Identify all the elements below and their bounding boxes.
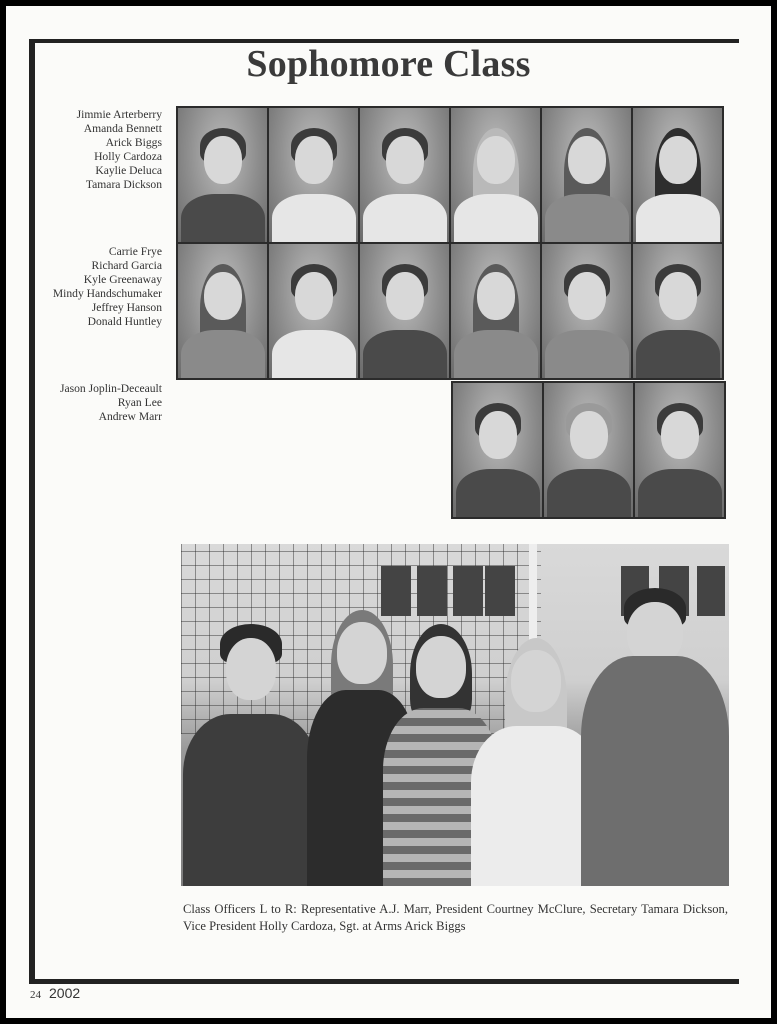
page-folio — [30, 985, 80, 1001]
student-name: Kaylie Deluca — [95, 164, 162, 177]
portrait-photo — [451, 244, 540, 378]
student-name: Jimmie Arterberry — [76, 108, 162, 121]
photo-caption: Class Officers L to R: Representative A.J. Marr, President Courtney McClure, Secretary Tamara Dickson, Vice President Holly Cardoza, Sgt. at Arms Arick Biggs — [183, 902, 728, 933]
student-name: Andrew Marr — [98, 410, 162, 423]
portrait-photo — [635, 383, 724, 517]
portrait-photo — [360, 108, 449, 242]
portrait-photo — [360, 244, 449, 378]
portrait-photo — [544, 383, 633, 517]
student-name: Mindy Handschumaker — [52, 287, 162, 300]
student-name: Carrie Frye — [108, 245, 162, 258]
wall-banner — [381, 566, 411, 616]
student-name: Richard Garcia — [91, 259, 162, 272]
portrait-photo — [269, 244, 358, 378]
portrait-photo — [178, 108, 267, 242]
student-name: Jeffrey Hanson — [91, 301, 162, 314]
portrait-photo — [633, 244, 722, 378]
wall-banner — [485, 566, 515, 616]
student-name: Donald Huntley — [87, 315, 162, 328]
portrait-row-1 — [178, 108, 722, 242]
student-name: Jason Joplin-Deceault — [59, 382, 162, 395]
officer-figure — [183, 624, 319, 886]
page-title: Sophomore Class — [246, 43, 531, 85]
student-name: Kyle Greenaway — [83, 273, 162, 286]
student-name: Tamara Dickson — [85, 178, 162, 191]
wall-banner — [417, 566, 447, 616]
page-border-left — [29, 39, 35, 984]
portrait-photo — [633, 108, 722, 242]
portrait-grid — [176, 106, 724, 380]
names-list-row-2 — [53, 245, 162, 329]
page-number: 24 — [30, 989, 41, 1001]
officer-figure — [581, 588, 729, 886]
portrait-photo — [178, 244, 267, 378]
portrait-photo — [451, 108, 540, 242]
page-border-bottom — [29, 979, 739, 984]
student-name: Amanda Bennett — [83, 122, 162, 135]
portrait-row-2 — [178, 244, 722, 378]
portrait-photo — [453, 383, 542, 517]
wall-banner — [453, 566, 483, 616]
student-name: Ryan Lee — [117, 396, 162, 409]
student-name: Holly Cardoza — [94, 150, 162, 163]
names-list-row-1 — [77, 108, 162, 192]
portrait-photo — [542, 108, 631, 242]
names-list-row-3 — [60, 382, 162, 424]
student-name: Arick Biggs — [105, 136, 162, 149]
yearbook-year: 2002 — [49, 985, 81, 1001]
portrait-row-3 — [451, 381, 726, 519]
portrait-photo — [269, 108, 358, 242]
portrait-photo — [542, 244, 631, 378]
class-officers-photo — [181, 544, 729, 886]
